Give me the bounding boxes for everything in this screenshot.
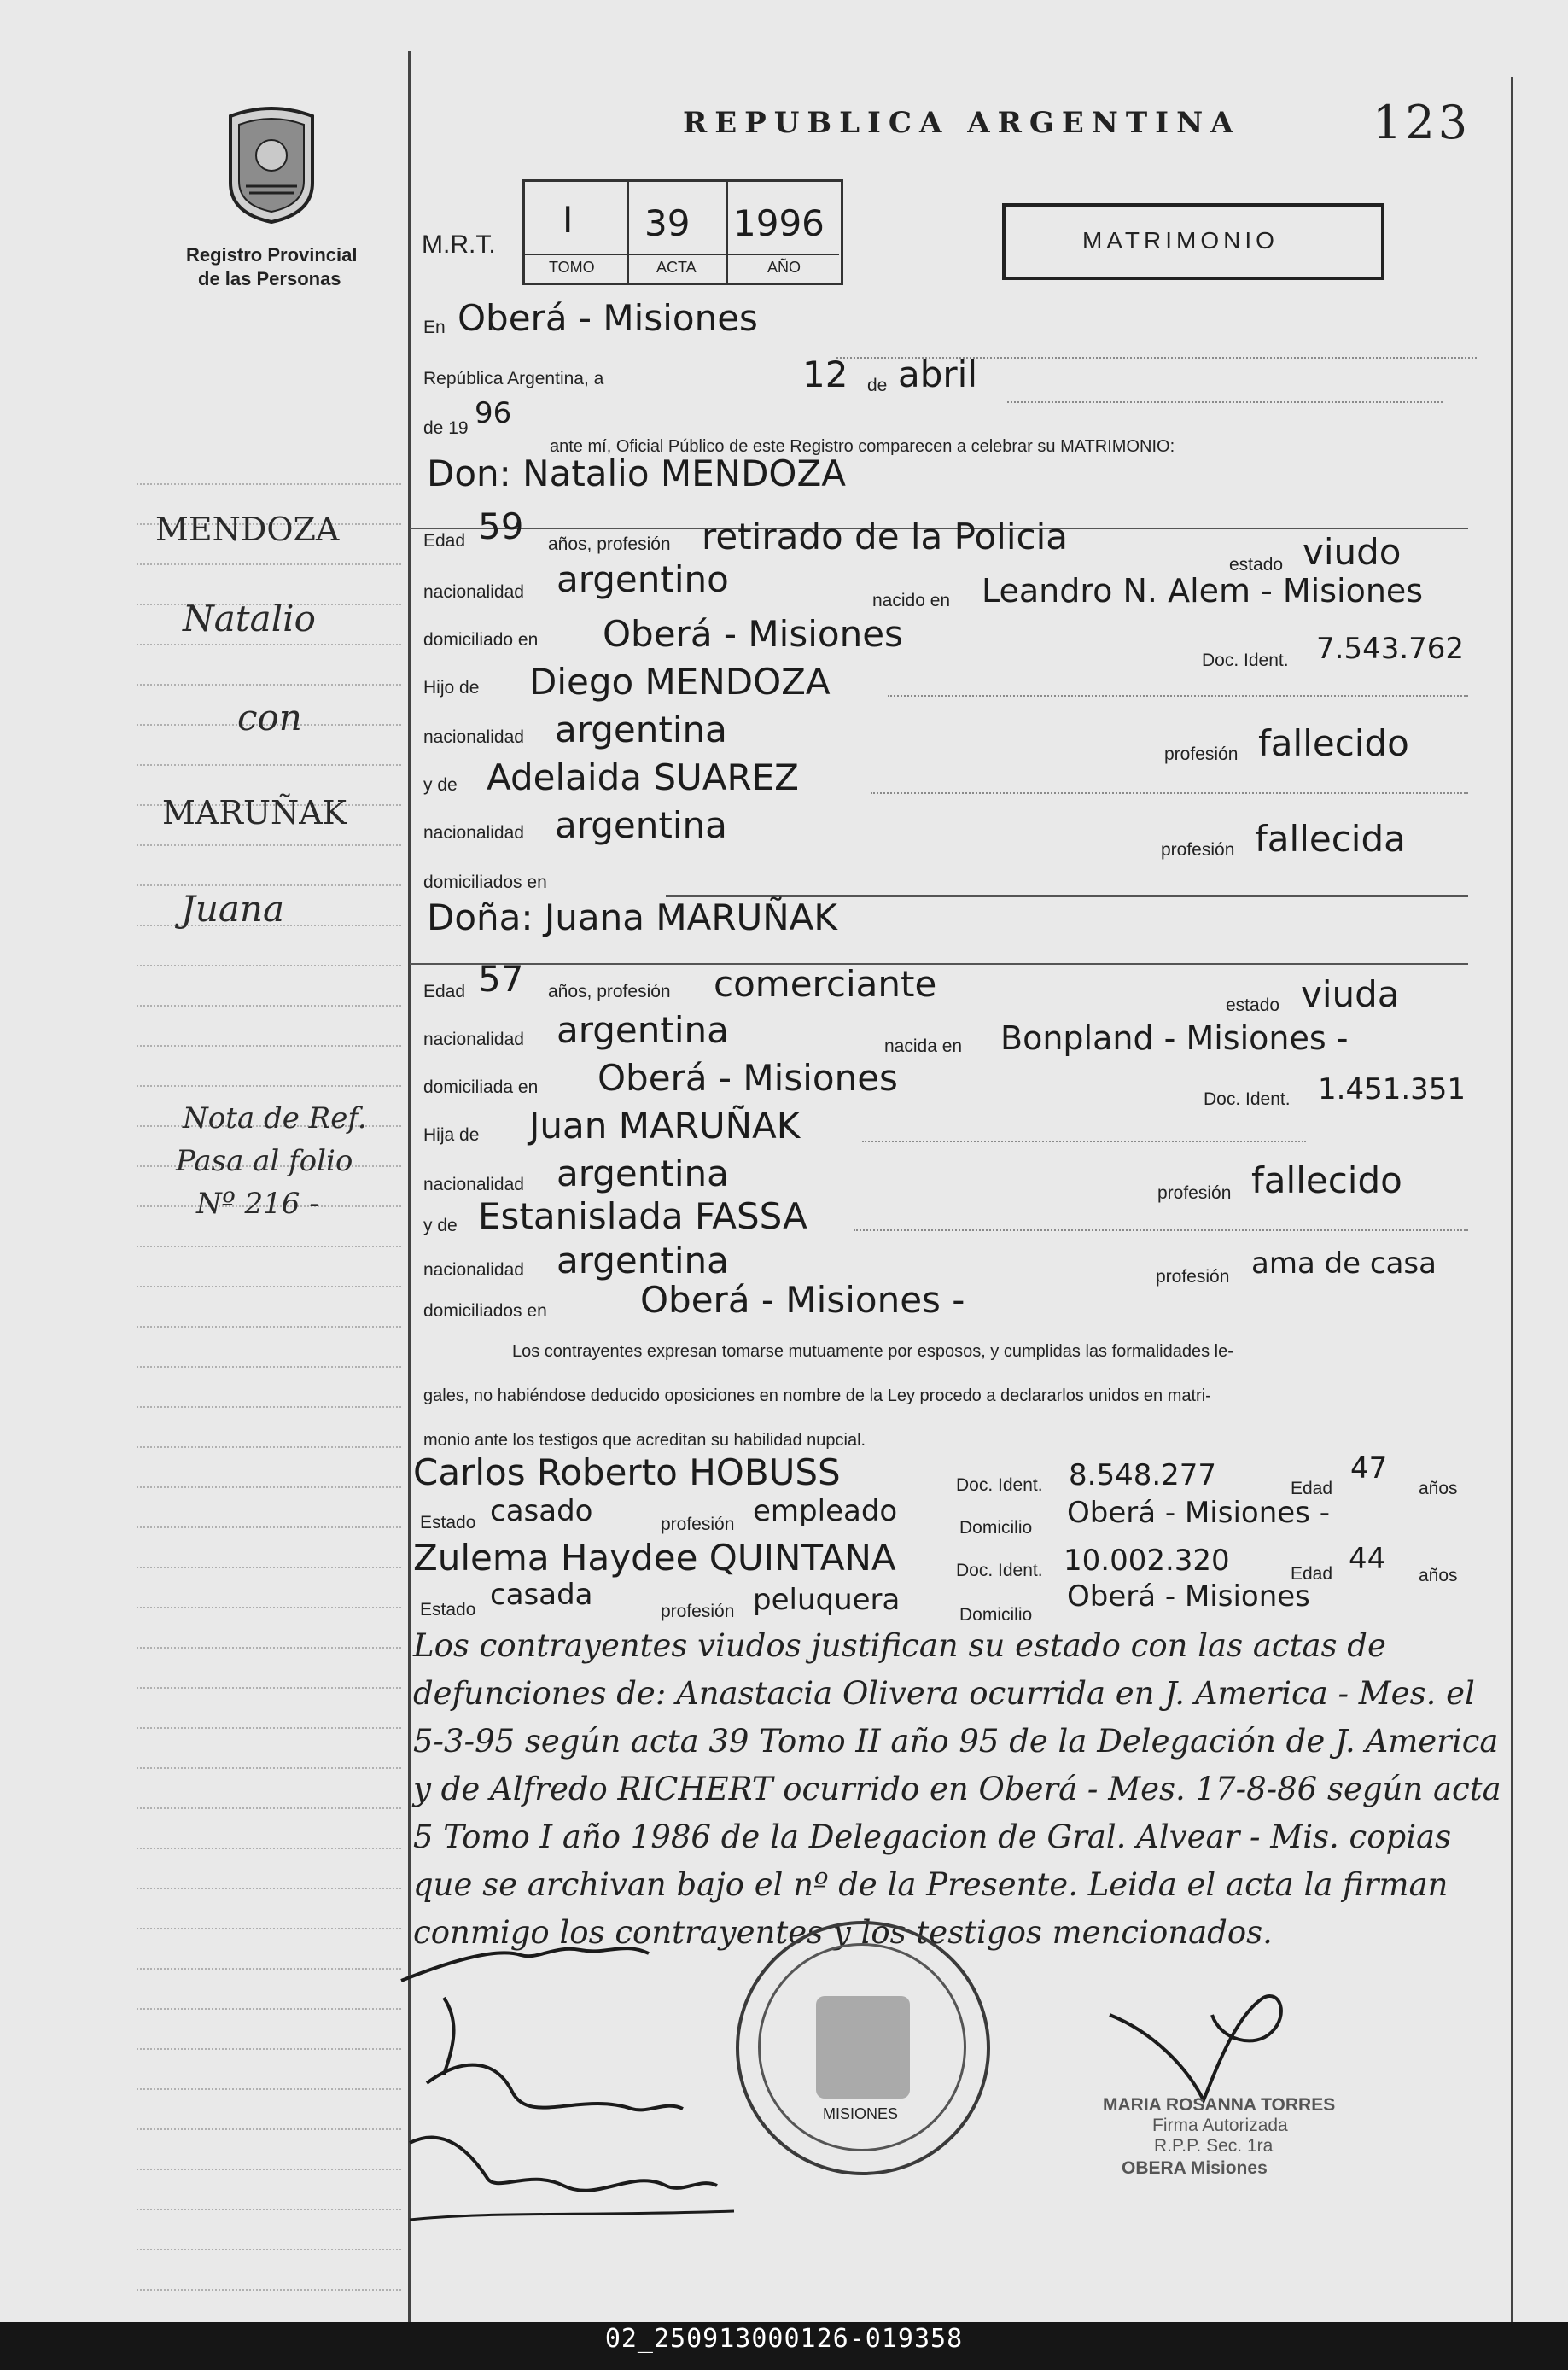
republica-label: República Argentina, a bbox=[423, 369, 604, 388]
bride-father-prof-label: profesión bbox=[1157, 1183, 1232, 1203]
bride-mother-nac-label: nacionalidad bbox=[423, 1260, 524, 1280]
groom-nacido-label: nacido en bbox=[872, 591, 951, 610]
rule bbox=[862, 1141, 1306, 1142]
margin-rule-line bbox=[137, 644, 401, 645]
bride-doms-label: domiciliados en bbox=[423, 1301, 547, 1321]
margin-rule-line bbox=[137, 1928, 401, 1929]
doc-type-box bbox=[1002, 203, 1384, 280]
witness1-profesion: empleado bbox=[753, 1494, 898, 1528]
mrt-label: M.R.T. bbox=[422, 231, 496, 259]
date-day: 12 bbox=[802, 353, 848, 395]
bride-nacida-label: nacida en bbox=[884, 1036, 963, 1056]
bride-mother-nac: argentina bbox=[557, 1240, 729, 1281]
stamp-line4: OBERA Misiones bbox=[1122, 2158, 1268, 2178]
margin-rule-line bbox=[137, 2008, 401, 2010]
margin-rule-line bbox=[137, 563, 401, 565]
registry-name-line2: de las Personas bbox=[198, 268, 341, 289]
margin-rule-line bbox=[137, 684, 401, 686]
bride-nacionalidad: argentina bbox=[557, 1009, 729, 1051]
bride-nac-label: nacionalidad bbox=[423, 1030, 524, 1049]
note-line: 5 Tomo I año 1986 de la Delegacion de Gral. Alvear - Mis. copias bbox=[413, 1818, 1452, 1855]
margin-rule-line bbox=[137, 2128, 401, 2130]
stamp-line3: R.P.P. Sec. 1ra bbox=[1154, 2136, 1274, 2156]
groom-nacionalidad: argentino bbox=[557, 558, 729, 600]
margin-rule-line bbox=[137, 1526, 401, 1528]
witness2-edad-label: Edad bbox=[1291, 1564, 1333, 1584]
date-year: 96 bbox=[475, 396, 512, 430]
margin-rule-line bbox=[137, 844, 401, 846]
margin-rule-line bbox=[137, 2169, 401, 2170]
groom-father-nac-label: nacionalidad bbox=[423, 727, 524, 747]
intro-text: ante mí, Oficial Público de este Registro comparecen a celebrar su MATRIMONIO: bbox=[550, 437, 1175, 456]
groom-dom-label: domiciliado en bbox=[423, 630, 539, 650]
groom-mother-nac: argentina bbox=[555, 804, 727, 846]
margin-rule-line bbox=[137, 1807, 401, 1809]
declaration-line2: gales, no habiéndose deducido oposiciones en nombre de la Ley procedo a declararlos unidos en matri- bbox=[423, 1386, 1211, 1405]
bride-edad-label: Edad bbox=[423, 982, 466, 1001]
margin-rule-line bbox=[137, 1326, 401, 1328]
en-label: En bbox=[423, 318, 446, 337]
groom-doc-label: Doc. Ident. bbox=[1202, 651, 1289, 670]
margin-rule-line bbox=[137, 1968, 401, 1970]
scan-reference: 02_250913000126-019358 bbox=[604, 2324, 964, 2354]
ano-value: 1996 bbox=[733, 202, 825, 244]
witness1-anos-label: años bbox=[1419, 1479, 1458, 1498]
margin-rule-line bbox=[137, 1406, 401, 1408]
margin-rule-line bbox=[137, 2289, 401, 2291]
bride-father: Juan MARUÑAK bbox=[529, 1105, 801, 1147]
bride-domicilio: Oberá - Misiones bbox=[597, 1057, 898, 1099]
bride-estado: viuda bbox=[1301, 973, 1400, 1015]
groom-edad: 59 bbox=[478, 505, 524, 547]
witness2-prof-label: profesión bbox=[661, 1602, 735, 1621]
bride-domicilios: Oberá - Misiones - bbox=[640, 1279, 965, 1321]
bride-profesion: comerciante bbox=[714, 963, 937, 1005]
margin-surname1: MENDOZA bbox=[155, 511, 340, 548]
acta-label: ACTA bbox=[656, 259, 697, 276]
signatures bbox=[393, 1929, 751, 2237]
witness2-domicilio: Oberá - Misiones bbox=[1067, 1579, 1310, 1614]
groom-domicilio: Oberá - Misiones bbox=[603, 613, 903, 655]
margin-rule-line bbox=[137, 1567, 401, 1568]
groom-mother: Adelaida SUAREZ bbox=[487, 756, 799, 798]
declaration-line1: Los contrayentes expresan tomarse mutuamente por esposos, y cumplidas las formalidades le- bbox=[512, 1342, 1233, 1361]
bride-father-nac-label: nacionalidad bbox=[423, 1175, 524, 1194]
groom-father-nac: argentina bbox=[555, 709, 727, 750]
margin-rule-line bbox=[137, 1848, 401, 1849]
margin-rule-line bbox=[137, 1888, 401, 1889]
witness1-name: Carlos Roberto HOBUSS bbox=[413, 1451, 841, 1493]
place-city: Oberá - Misiones bbox=[458, 297, 758, 339]
witness2-profesion: peluquera bbox=[753, 1583, 901, 1617]
bride-doc-label: Doc. Ident. bbox=[1204, 1089, 1291, 1109]
right-border bbox=[1511, 77, 1513, 2322]
witness1-prof-label: profesión bbox=[661, 1515, 735, 1534]
witness1-domicilio: Oberá - Misiones - bbox=[1067, 1496, 1330, 1530]
note-line: defunciones de: Anastacia Olivera ocurrida en J. America - Mes. el bbox=[413, 1675, 1475, 1712]
margin-rule-line bbox=[137, 1005, 401, 1007]
margin-con: con bbox=[237, 697, 302, 738]
folio-number: 123 bbox=[1373, 96, 1472, 149]
country-title: REPUBLICA ARGENTINA bbox=[683, 106, 1241, 140]
bride-father-prof: fallecido bbox=[1251, 1159, 1402, 1201]
tomo-label: TOMO bbox=[549, 259, 595, 276]
date-de-label: de bbox=[867, 376, 888, 395]
groom-mother-prof-label: profesión bbox=[1161, 840, 1235, 860]
margin-rule-line bbox=[137, 764, 401, 766]
witness1-doc: 8.548.277 bbox=[1069, 1458, 1217, 1492]
witness1-doc-label: Doc. Ident. bbox=[956, 1475, 1043, 1495]
witness2-name: Zulema Haydee QUINTANA bbox=[413, 1537, 896, 1579]
margin-rule-line bbox=[137, 2048, 401, 2050]
bride-estado-label: estado bbox=[1226, 995, 1280, 1015]
margin-rule-line bbox=[137, 1486, 401, 1488]
note-line: que se archivan bajo el nº de la Presente. Leida el acta la firman bbox=[413, 1866, 1449, 1903]
acta-value: 39 bbox=[644, 202, 691, 244]
tomo-value: I bbox=[562, 199, 574, 241]
note-line: Los contrayentes viudos justifican su estado con las actas de bbox=[413, 1627, 1386, 1664]
registry-emblem bbox=[224, 104, 319, 224]
groom-anos-prof-label: años, profesión bbox=[548, 534, 671, 554]
bride-edad: 57 bbox=[478, 958, 524, 1000]
margin-rule-line bbox=[137, 1727, 401, 1729]
groom-mother-prof: fallecida bbox=[1255, 818, 1406, 860]
stamp-line2: Firma Autorizada bbox=[1152, 2116, 1288, 2135]
rule bbox=[410, 963, 1468, 965]
rule bbox=[1007, 401, 1443, 403]
groom-doc: 7.543.762 bbox=[1316, 632, 1465, 666]
rule bbox=[888, 695, 1468, 697]
note-line: conmigo los contrayentes y los testigos mencionados. bbox=[413, 1914, 1273, 1951]
note-line: 5-3-95 según acta 39 Tomo II año 95 de la Delegación de J. America bbox=[413, 1723, 1499, 1760]
tomo-acta-ano-box bbox=[522, 179, 843, 285]
margin-nota1: Nota de Ref. bbox=[183, 1101, 367, 1135]
groom-estado-label: estado bbox=[1229, 555, 1284, 575]
bride-mother-prof-label: profesión bbox=[1156, 1267, 1230, 1287]
official-signature bbox=[1101, 1981, 1323, 2109]
bride-hija-label: Hija de bbox=[423, 1125, 480, 1145]
witness2-doc-label: Doc. Ident. bbox=[956, 1561, 1043, 1580]
bride-mother-prof: ama de casa bbox=[1251, 1246, 1437, 1281]
groom-doms-label: domiciliados en bbox=[423, 873, 547, 892]
rule bbox=[871, 792, 1468, 794]
stamp-line1: MARIA ROSANNA TORRES bbox=[1103, 2095, 1336, 2115]
bride-mother: Estanislada FASSA bbox=[478, 1195, 807, 1237]
margin-rule-line bbox=[137, 2088, 401, 2090]
margin-rule-line bbox=[137, 1286, 401, 1287]
groom-yde-label: y de bbox=[423, 775, 458, 795]
margin-rule-line bbox=[137, 1687, 401, 1689]
seal-text: MISIONES bbox=[823, 2105, 899, 2122]
margin-rule-line bbox=[137, 483, 401, 485]
witness1-estado: casado bbox=[490, 1494, 593, 1528]
rule bbox=[854, 1229, 1468, 1231]
margin-rule-line bbox=[137, 1366, 401, 1368]
margin-rule-line bbox=[137, 1767, 401, 1769]
note-line: y de Alfredo RICHERT ocurrido en Oberá - Mes. 17-8-86 según acta bbox=[413, 1771, 1501, 1807]
groom-name: Don: Natalio MENDOZA bbox=[427, 452, 846, 494]
doc-type-label: MATRIMONIO bbox=[1082, 227, 1279, 254]
bride-name: Doña: Juana MARUÑAK bbox=[427, 896, 837, 938]
margin-rule-line bbox=[137, 1246, 401, 1247]
bride-nacida: Bonpland - Misiones - bbox=[1000, 1019, 1349, 1057]
witness2-dom-label: Domicilio bbox=[959, 1605, 1033, 1625]
witness1-edad-label: Edad bbox=[1291, 1479, 1333, 1498]
witness2-estado: casada bbox=[490, 1578, 593, 1612]
margin-name2: Juana bbox=[181, 888, 285, 930]
margin-nota3: Nº 216 - bbox=[196, 1187, 319, 1221]
groom-nacido: Leandro N. Alem - Misiones bbox=[982, 572, 1424, 610]
margin-rule-line bbox=[137, 1446, 401, 1448]
year-label: de 19 bbox=[423, 418, 469, 438]
margin-rule-line bbox=[137, 2249, 401, 2250]
official-seal bbox=[736, 1921, 990, 2175]
margin-rule-line bbox=[137, 884, 401, 886]
groom-profesion: retirado de la Policia bbox=[702, 516, 1069, 557]
bride-doc: 1.451.351 bbox=[1318, 1072, 1466, 1106]
witness2-edad: 44 bbox=[1349, 1542, 1386, 1576]
margin-nota2: Pasa al folio bbox=[176, 1144, 353, 1178]
margin-rule-line bbox=[137, 2209, 401, 2210]
groom-hijo-label: Hijo de bbox=[423, 678, 480, 698]
margin-rule-line bbox=[137, 1607, 401, 1608]
groom-mother-nac-label: nacionalidad bbox=[423, 823, 524, 843]
groom-father-prof-label: profesión bbox=[1164, 744, 1239, 764]
margin-name1: Natalio bbox=[183, 598, 316, 639]
margin-rule-line bbox=[137, 1045, 401, 1047]
groom-father-prof: fallecido bbox=[1258, 722, 1409, 764]
registry-name-line1: Registro Provincial bbox=[186, 244, 358, 266]
groom-estado: viudo bbox=[1303, 531, 1402, 573]
witness1-estado-label: Estado bbox=[420, 1513, 476, 1532]
bride-father-nac: argentina bbox=[557, 1153, 729, 1194]
declaration-line3: monio ante los testigos que acreditan su habilidad nupcial. bbox=[423, 1431, 866, 1450]
bride-dom-label: domiciliada en bbox=[423, 1077, 539, 1097]
witness1-dom-label: Domicilio bbox=[959, 1518, 1033, 1538]
witness2-estado-label: Estado bbox=[420, 1600, 476, 1620]
margin-rule-line bbox=[137, 1085, 401, 1087]
groom-father: Diego MENDOZA bbox=[529, 661, 831, 703]
groom-nac-label: nacionalidad bbox=[423, 582, 524, 602]
margin-rule-line bbox=[137, 1647, 401, 1649]
margin-surname2: MARUÑAK bbox=[162, 794, 347, 832]
witness1-edad: 47 bbox=[1350, 1451, 1388, 1486]
witness2-doc: 10.002.320 bbox=[1064, 1544, 1230, 1578]
witness2-anos-label: años bbox=[1419, 1566, 1458, 1585]
bride-yde-label: y de bbox=[423, 1216, 458, 1235]
date-month: abril bbox=[898, 353, 978, 395]
bride-anos-prof-label: años, profesión bbox=[548, 982, 671, 1001]
ano-label: AÑO bbox=[767, 259, 801, 276]
groom-edad-label: Edad bbox=[423, 531, 466, 551]
margin-rule-line bbox=[137, 965, 401, 966]
